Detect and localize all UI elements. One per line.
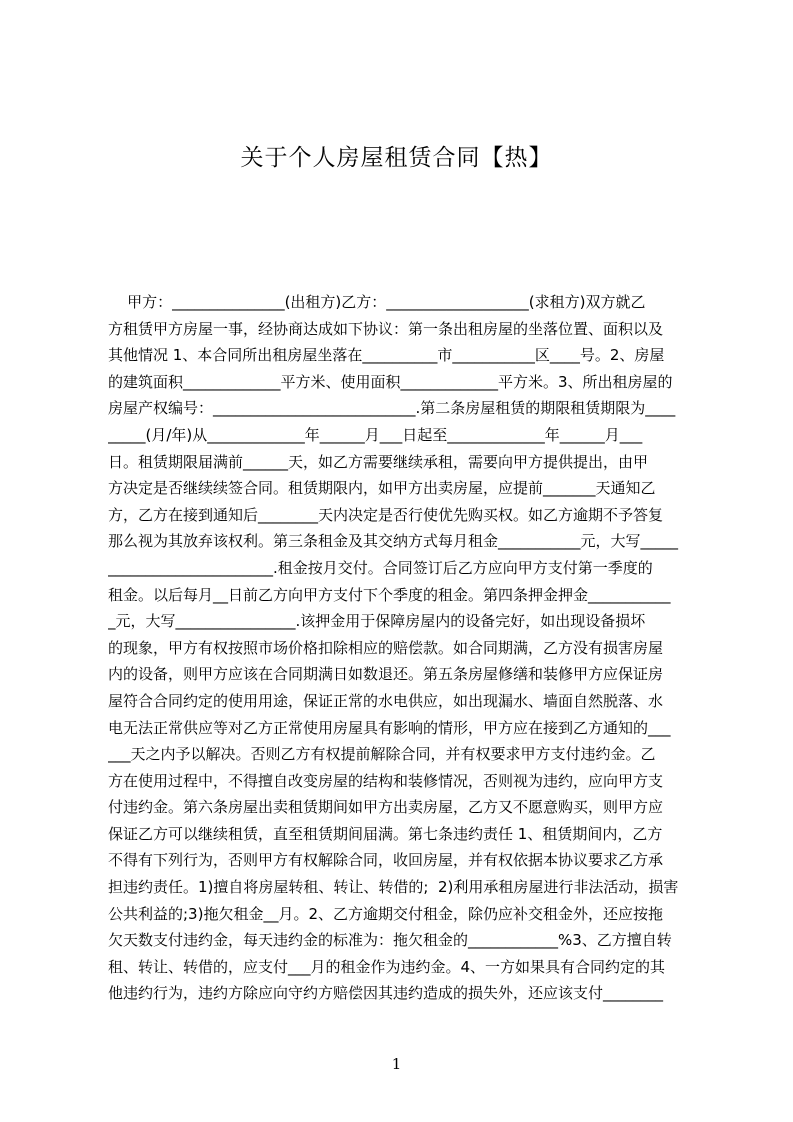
body-line: 那么视为其放弃该权利。第三条租金及其交纳方式每月租金___________元，大写_____ bbox=[108, 532, 679, 551]
body-line: 房屋产权编号：___________________________.第二条房屋租赁的期限租赁期限为____ bbox=[108, 399, 676, 418]
body-line: 甲方：_______________(出租方)乙方：___________________(求租方)双方就乙 bbox=[108, 293, 646, 311]
body-line: 日。租赁期限届满前______天，如乙方需要继续承租，需要向甲方提供提出，由甲 bbox=[108, 452, 649, 471]
body-line: _____(月/年)从_____________年______月___日起至_____________年______月___ bbox=[108, 425, 643, 444]
body-line: 其他情况 1、本合同所出租房屋坐落在__________市___________区____号。2、房屋 bbox=[108, 346, 665, 365]
body-line: 方，乙方在接到通知后________天内决定是否行使优先购买权。如乙方逾期不予答复 bbox=[108, 505, 664, 524]
page-title: 关于个人房屋租赁合同【热】 bbox=[240, 145, 553, 171]
body-line: 租、转让、转借的，应支付___月的租金作为违约金。4、一方如果具有合同约定的其 bbox=[108, 957, 666, 976]
body-line: 他违约行为，违约方除应向守约方赔偿因其违约造成的损失外，还应该支付________ bbox=[108, 984, 664, 1003]
body-line: 公共利益的;3)拖欠租金__月。2、乙方逾期交付租金，除仍应补交租金外，还应按拖 bbox=[108, 904, 663, 923]
body-line: 电无法正常供应等对乙方正常使用房屋具有影响的情形，甲方应在接到乙方通知的___ bbox=[108, 718, 671, 737]
body-line: 方租赁甲方房屋一事，经协商达成如下协议：第一条出租房屋的坐落位置、面积以及 bbox=[108, 319, 664, 338]
body-line: 方在使用过程中，不得擅自改变房屋的结构和装修情况，否则视为违约，应向甲方支 bbox=[108, 771, 664, 790]
body-line: 内的设备，则甲方应该在合同期满日如数退还。第五条房屋修缮和装修甲方应保证房 bbox=[108, 665, 664, 684]
contract-body bbox=[108, 289, 698, 1007]
body-line: 付违约金。第六条房屋出卖租赁期间如甲方出卖房屋，乙方又不愿意购买，则甲方应 bbox=[108, 798, 664, 817]
body-line: 欠天数支付违约金，每天违约金的标准为：拖欠租金的____________%3、乙方擅自转 bbox=[108, 931, 672, 950]
body-line: ___天之内予以解决。否则乙方有权提前解除合同，并有权要求甲方支付违约金。乙 bbox=[108, 745, 656, 764]
body-line: 屋符合合同约定的使用用途，保证正常的水电供应，如出现漏水、墙面自然脱落、水 bbox=[108, 691, 664, 710]
body-line: ______________________.租金按月交付。合同签订后乙方应向甲方支付第一季度的 bbox=[108, 558, 653, 577]
body-line: 方决定是否继续续签合同。租赁期限内，如甲方出卖房屋，应提前_______天通知乙 bbox=[108, 479, 656, 498]
body-line: 担违约责任。1)擅自将房屋转租、转让、转借的; 2)利用承租房屋进行非法活动，损害 bbox=[108, 878, 679, 897]
body-line: 的现象，甲方有权按照市场价格扣除相应的赔偿款。如合同期满，乙方没有损害房屋 bbox=[108, 638, 664, 657]
page-number: 1 bbox=[391, 1055, 402, 1073]
body-line: 的建筑面积_____________平方米、使用面积_____________平方米。3、所出租房屋的 bbox=[108, 372, 673, 391]
body-line: 保证乙方可以继续租赁，直至租赁期间届满。第七条违约责任 1、租赁期间内，乙方 bbox=[108, 824, 663, 843]
body-line: 租金。以后每月__日前乙方向甲方支付下个季度的租金。第四条押金押金___________ bbox=[108, 585, 671, 604]
body-line: _元，大写________________.该押金用于保障房屋内的设备完好，如出现设备损坏 bbox=[108, 612, 646, 631]
body-line: 不得有下列行为，否则甲方有权解除合同，收回房屋，并有权依据本协议要求乙方承 bbox=[108, 851, 664, 870]
